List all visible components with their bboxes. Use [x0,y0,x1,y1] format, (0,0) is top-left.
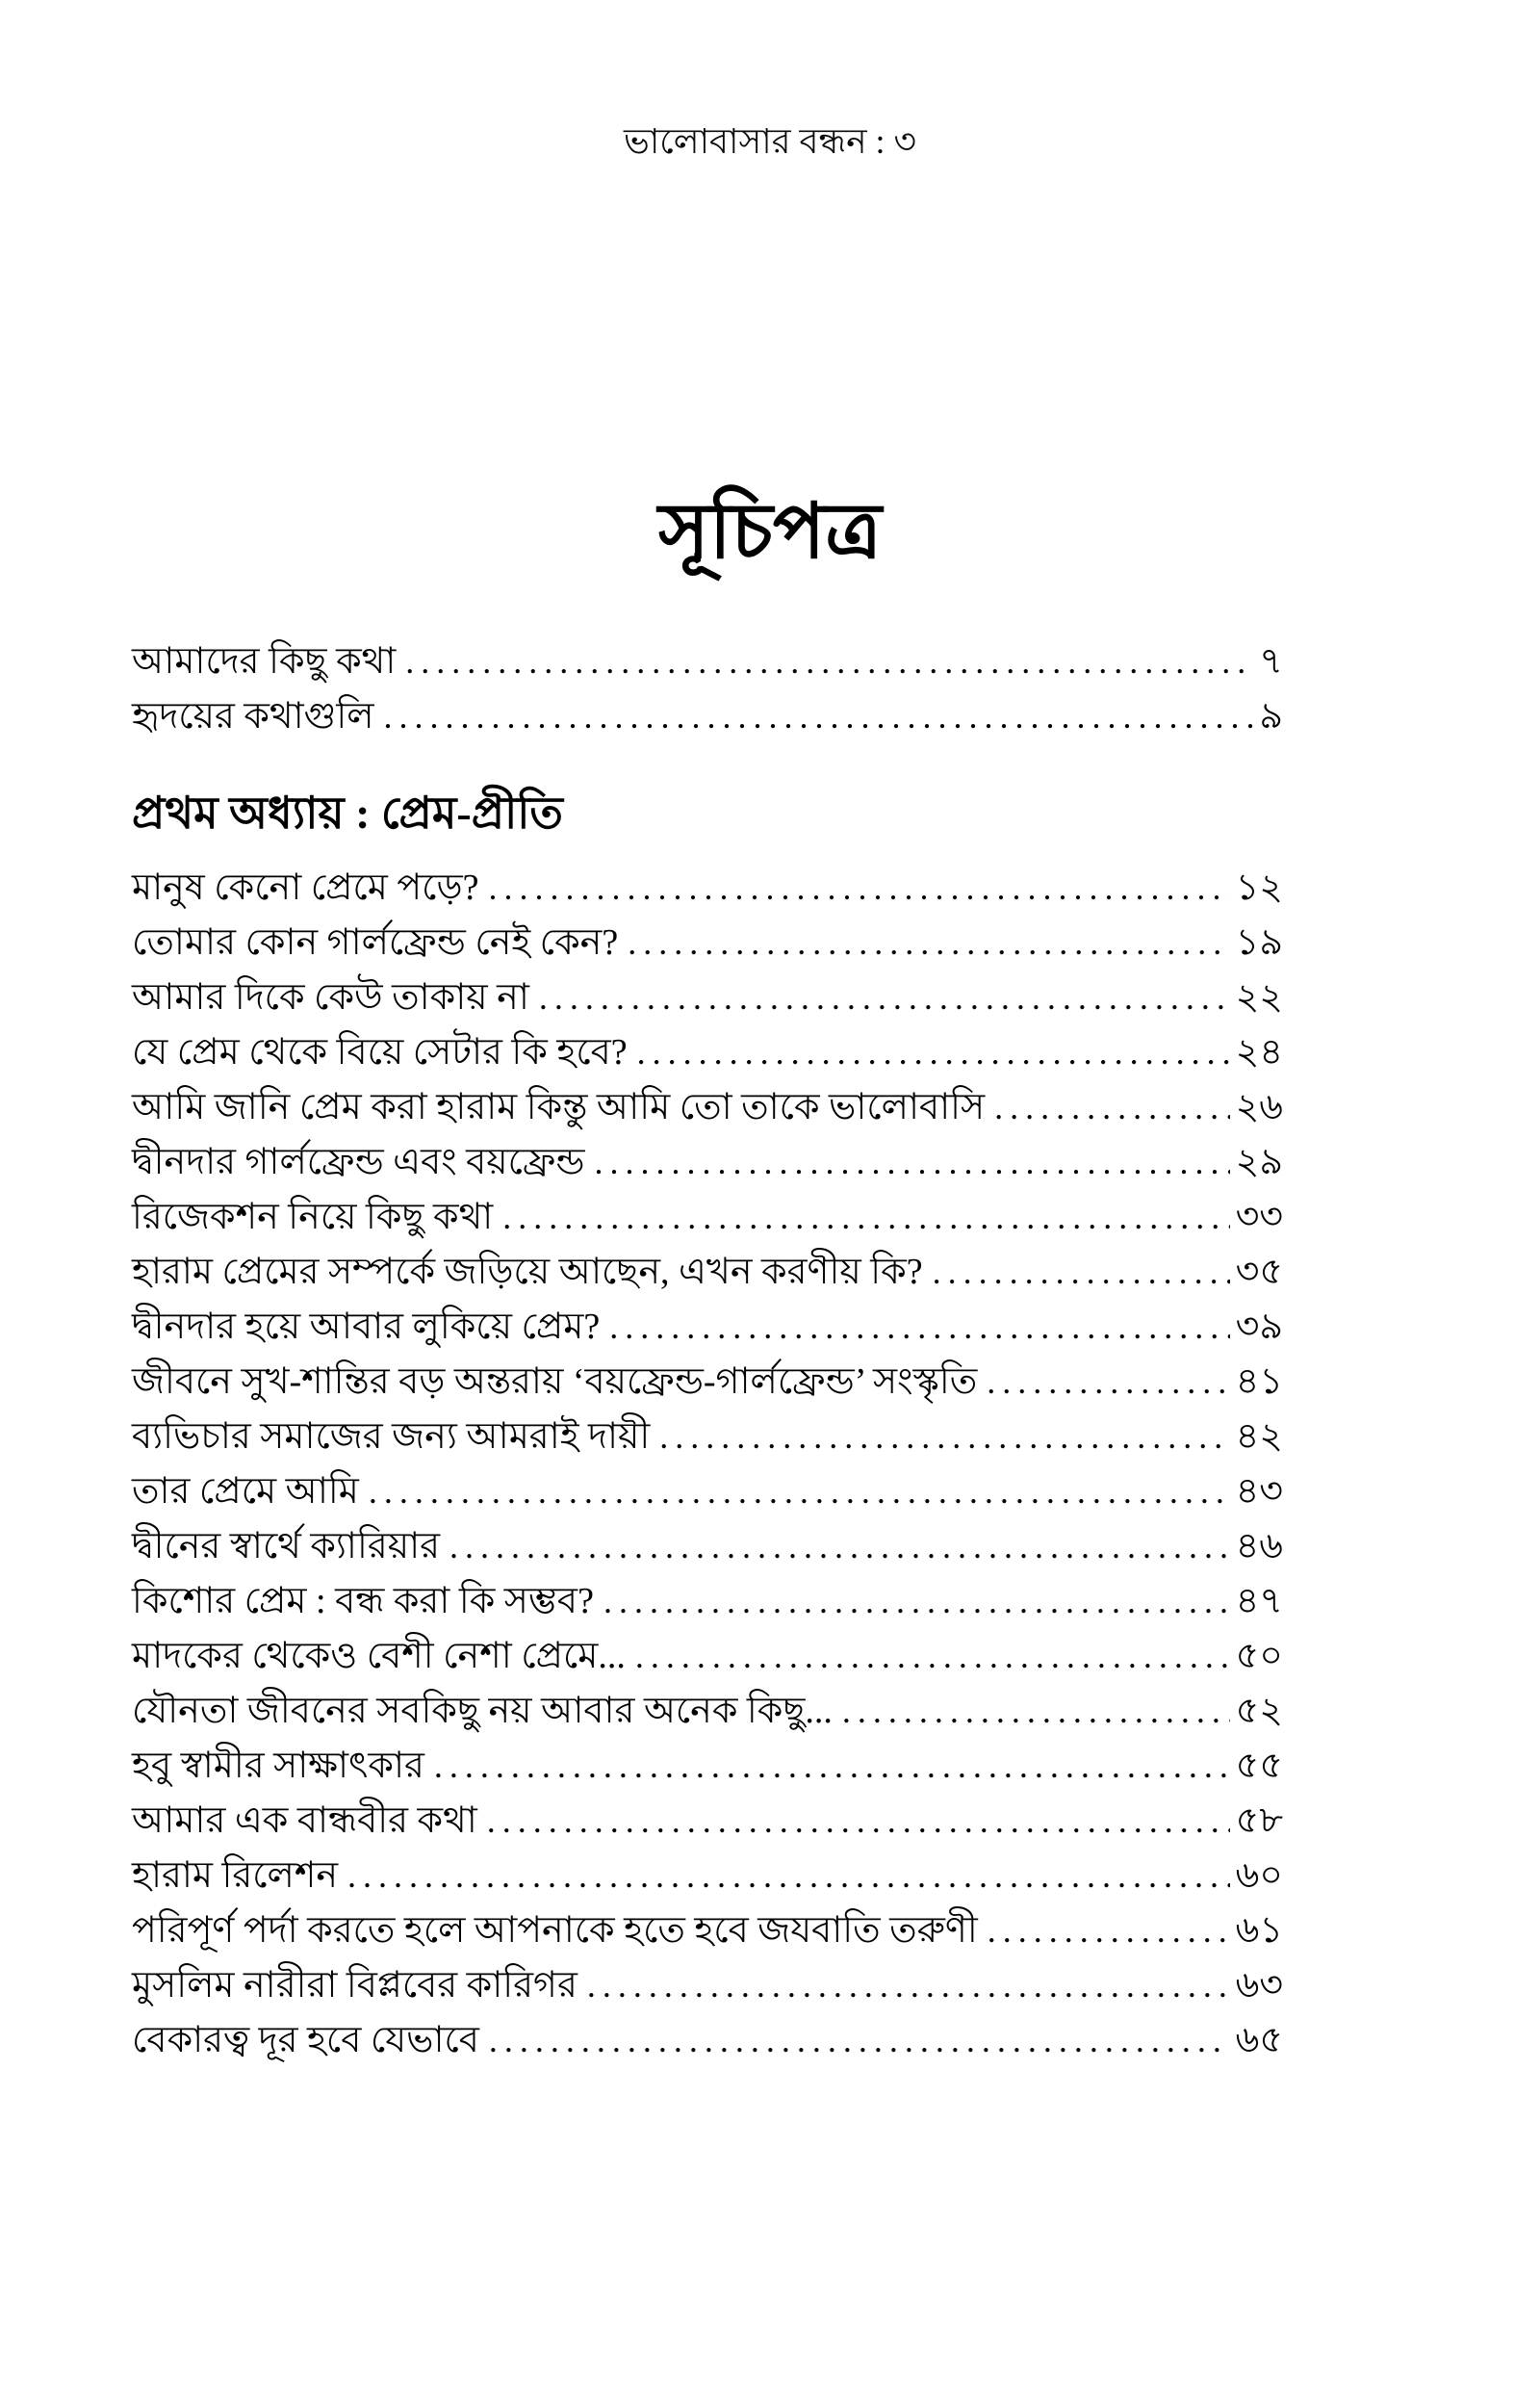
toc-entry-page: ৪৭ [1235,1581,1283,1622]
toc-entry-title: রিজেকশন নিয়ে কিছু কথা [132,1197,494,1238]
toc-entry-page: ৬৩ [1235,1965,1283,2006]
toc-entry-title: আমার এক বান্ধবীর কথা [132,1800,477,1842]
toc-leader-dots [933,1245,1230,1300]
toc-entry-title: আমার দিকে কেউ তাকায় না [132,977,529,1019]
toc-leader-dots [659,1410,1229,1464]
toc-entry-page: ৬৫ [1235,2020,1283,2061]
chapter-section-heading: প্রথম অধ্যায় : প্রেম-প্রীতি [132,789,563,839]
toc-entry-title: আমি জানি প্রেম করা হারাম কিন্তু আমি তো তাকে ভালোবাসি [132,1087,986,1128]
toc-leader-dots [488,861,1229,916]
toc-entry [132,1080,1283,1135]
toc-entry-page: ৫২ [1235,1691,1283,1732]
toc-leader-dots [384,689,1254,744]
toc-entry-page: ৫০ [1235,1636,1283,1677]
toc-body [132,634,1283,2068]
toc-leader-dots [449,1519,1230,1574]
toc-entry-page: ৬১ [1235,1910,1283,1952]
toc-entry [132,2013,1283,2068]
toc-entry-page: ৫৫ [1235,1746,1283,1787]
toc-entry-title: জীবনে সুখ-শান্তির বড় অন্তরায় ‘বয়ফ্রেন্ড-গার্লফ্রেন্ড’ সংস্কৃতি [132,1361,978,1403]
toc-leader-dots [637,1025,1230,1080]
toc-leader-dots [987,1355,1229,1410]
running-header: ভালোবাসার বন্ধন : ৩ [624,122,916,161]
toc-entry-page: ৯ [1259,696,1283,738]
toc-leader-dots [502,1190,1229,1245]
toc-entry [132,1355,1283,1410]
toc-entry [132,1849,1283,1903]
toc-entry [132,1739,1283,1794]
toc-entry-page: ২৪ [1235,1032,1283,1074]
toc-entry-page: ৬০ [1235,1855,1283,1897]
toc-leader-dots [587,1958,1230,2013]
toc-entry [132,1684,1283,1739]
toc-leader-dots [487,1794,1230,1849]
toc-entry [132,1410,1283,1464]
toc-entry-title: দ্বীনদার গার্লফ্রেন্ড এবং বয়ফ্রেন্ড [132,1142,585,1183]
toc-entry [132,916,1283,971]
toc-entry [132,1519,1283,1574]
toc-leader-dots [405,634,1253,689]
toc-entry [132,1025,1283,1080]
toc-entry-page: ৫৮ [1235,1800,1283,1842]
toc-entry-page: ৪৩ [1235,1471,1283,1513]
toc-leader-dots [994,1080,1229,1135]
toc-entry [132,1135,1283,1190]
toc-entry-title: হারাম প্রেমের সম্পর্কে জড়িয়ে আছেন, এখন করণীয় কি? [132,1252,923,1293]
toc-entry-title: বেকারত্ব দূর হবে যেভাবে [132,2020,479,2061]
toc-entry-title: হবু স্বামীর সাক্ষাৎকার [132,1746,424,1787]
toc-front-matter [132,634,1283,744]
toc-chapter-list [132,861,1283,2068]
toc-entry-title: যৌনতা জীবনের সবকিছু নয় আবার অনেক কিছু... [132,1691,833,1732]
toc-leader-dots [635,1629,1230,1684]
toc-entry [132,1245,1283,1300]
toc-entry-title: যে প্রেম থেকে বিয়ে সেটার কি হবে? [132,1032,628,1074]
toc-entry-page: ২৬ [1235,1087,1283,1128]
toc-leader-dots [369,1464,1230,1519]
toc-entry-page: ২২ [1235,977,1283,1019]
toc-entry-title: ব্যভিচার সমাজের জন্য আমরাই দায়ী [132,1416,651,1458]
toc-leader-dots [988,1903,1230,1958]
toc-entry-title: দ্বীনের স্বার্থে ক্যারিয়ার [132,1526,441,1567]
toc-leader-dots [539,971,1230,1025]
toc-entry-title: মানুষ কেনো প্রেমে পড়ে? [132,867,479,909]
toc-entry [132,861,1283,916]
toc-entry-title: তার প্রেমে আমি [132,1471,359,1513]
toc-entry-title: হারাম রিলেশন [132,1855,339,1897]
toc-entry-title: পরিপূর্ণ পর্দা করতে হলে আপনাকে হতে হবে জযবাতি তরুণী [132,1910,978,1952]
toc-entry-title: মাদকের থেকেও বেশী নেশা প্রেমে... [132,1636,626,1677]
toc-entry-page: ১৯ [1235,922,1283,964]
toc-entry [132,634,1283,689]
toc-leader-dots [434,1739,1230,1794]
toc-leader-dots [603,1574,1230,1629]
toc-leader-dots [842,1684,1230,1739]
toc-entry [132,1300,1283,1355]
toc-entry [132,971,1283,1025]
page-title: সূচিপত্র [658,490,882,576]
toc-entry [132,1629,1283,1684]
toc-entry-page: ৪২ [1235,1416,1283,1458]
toc-entry-page: ৪৬ [1235,1526,1283,1567]
toc-entry-title: হৃদয়ের কথাগুলি [132,696,374,738]
toc-leader-dots [347,1849,1230,1903]
toc-entry-title: দ্বীনদার হয়ে আবার লুকিয়ে প্রেম? [132,1307,601,1348]
toc-leader-dots [628,916,1229,971]
toc-entry-title: আমাদের কিছু কথা [132,641,397,683]
toc-leader-dots [489,2013,1230,2068]
toc-entry-title: কিশোর প্রেম : বন্ধ করা কি সম্ভব? [132,1581,594,1622]
toc-entry-title: মুসলিম নারীরা বিপ্লবের কারিগর [132,1965,578,2006]
toc-entry-page: ৩৯ [1235,1307,1283,1348]
toc-leader-dots [595,1135,1230,1190]
toc-entry [132,1794,1283,1849]
toc-entry [132,1464,1283,1519]
toc-entry-page: ৪১ [1235,1361,1283,1403]
toc-entry [132,1903,1283,1958]
toc-leader-dots [609,1300,1229,1355]
toc-entry [132,689,1283,744]
toc-entry-page: ৩৫ [1235,1252,1283,1293]
toc-entry-page: ৭ [1259,641,1283,683]
toc-entry-page: ১২ [1235,867,1283,909]
toc-entry [132,1190,1283,1245]
toc-entry-page: ২৯ [1235,1142,1283,1183]
toc-entry [132,1574,1283,1629]
toc-entry-page: ৩৩ [1235,1197,1283,1238]
toc-entry-title: তোমার কোন গার্লফ্রেন্ড নেই কেন? [132,922,619,964]
toc-entry [132,1958,1283,2013]
